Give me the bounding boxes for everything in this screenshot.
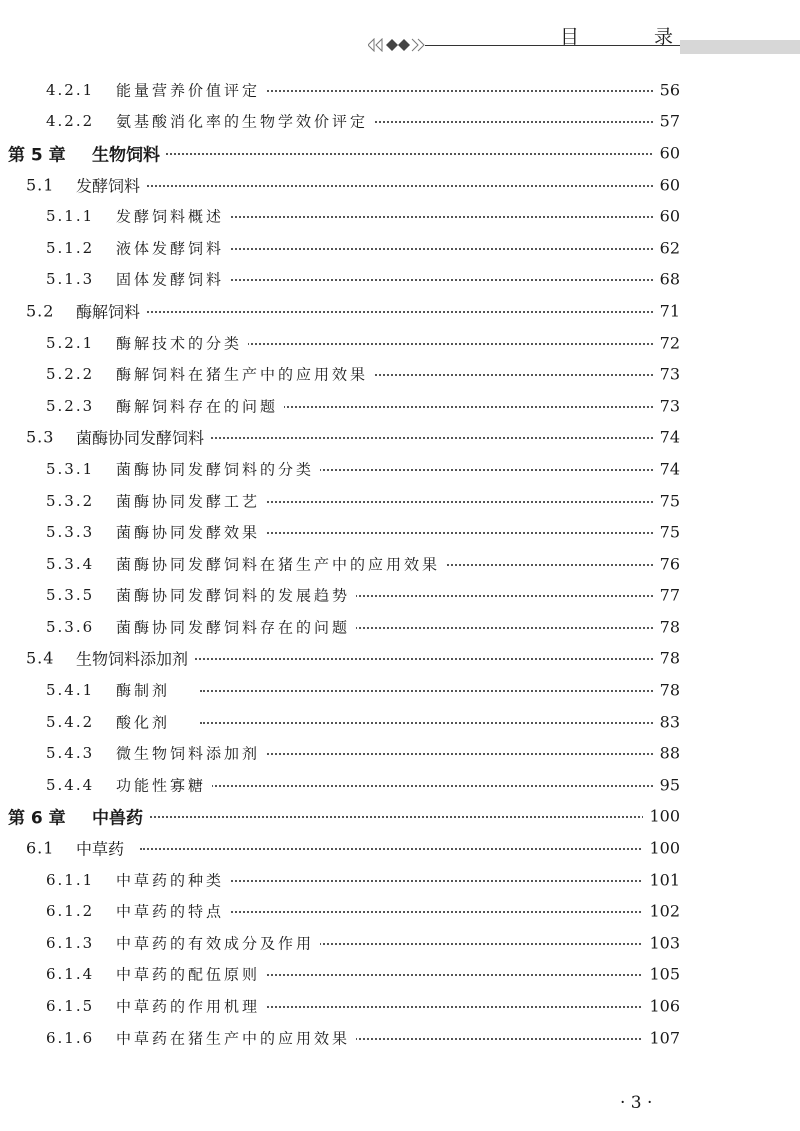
toc-entry-title: 菌酶协同发酵工艺: [116, 490, 266, 511]
page-title: 目 录: [560, 26, 702, 48]
dot-leader: [200, 216, 672, 218]
toc-entry[interactable]: [0, 580, 800, 612]
toc-entry-title: 中草药在猪生产中的应用效果: [116, 1027, 356, 1048]
toc-entry-number: 6.1.4: [46, 965, 95, 984]
toc-entry[interactable]: [0, 74, 800, 106]
toc-entry-page: 75: [654, 491, 680, 510]
toc-entry-title: 酶解饲料在猪生产中的应用效果: [116, 364, 374, 385]
toc-entry-number: 4.2.2: [46, 112, 95, 131]
toc-entry-page: 60: [654, 143, 680, 162]
toc-entry[interactable]: [0, 232, 800, 264]
toc-entry-title: 中草药: [76, 837, 130, 860]
toc-entry-number: 6.1.3: [46, 933, 95, 952]
toc-entry-number: 4.2.1: [46, 80, 95, 99]
toc-entry[interactable]: [0, 137, 800, 169]
toc-entry-number: 5.2.3: [46, 396, 95, 415]
toc-entry-page: 78: [654, 617, 680, 636]
toc-entry-title: 固体发酵饲料: [116, 269, 230, 290]
toc-entry-title: 中草药的作用机理: [116, 996, 266, 1017]
toc-entry[interactable]: [0, 737, 800, 769]
dot-leader: [140, 311, 672, 313]
toc-entry[interactable]: [0, 422, 800, 454]
toc-entry-title: 中草药的特点: [116, 901, 230, 922]
dot-leader: [200, 1006, 672, 1008]
toc-entry[interactable]: [0, 959, 800, 991]
toc-entry-title: 酸化剂: [116, 711, 176, 732]
toc-entry-page: 106: [643, 997, 680, 1016]
toc-entry-page: 101: [643, 870, 680, 889]
toc-entry-title: 菌酶协同发酵饲料在猪生产中的应用效果: [116, 553, 446, 574]
toc-entry-number: 6.1.6: [46, 1028, 95, 1047]
toc-entry-page: 73: [654, 365, 680, 384]
toc-entry-number: 6.1.5: [46, 997, 95, 1016]
toc-entry-title: 中草药的配伍原则: [116, 964, 266, 985]
toc-entry-title: 发酵饲料概述: [116, 206, 230, 227]
toc-entry-page: 103: [643, 933, 680, 952]
toc-entry[interactable]: [0, 106, 800, 138]
toc-entry-page: 83: [654, 712, 680, 731]
toc-entry[interactable]: [0, 548, 800, 580]
toc-entry-number: 5.3: [26, 427, 55, 447]
toc-entry-page: 107: [643, 1028, 680, 1047]
dot-leader: [200, 532, 672, 534]
toc-entry-title: 菌酶协同发酵饲料的发展趋势: [116, 585, 356, 606]
toc-entry-number: 第 5 章: [8, 145, 66, 166]
toc-entry-page: 100: [643, 839, 680, 858]
toc-entry-number: 5.1: [26, 175, 55, 195]
toc-entry-number: 第 6 章: [8, 808, 66, 829]
toc-entry[interactable]: [0, 485, 800, 517]
dot-leader: [200, 911, 672, 913]
dot-leader: [200, 753, 672, 755]
toc-entry[interactable]: [0, 200, 800, 232]
toc-entry-page: 78: [654, 649, 680, 668]
toc-entry-title: 功能性寡糖: [116, 774, 212, 795]
toc-entry[interactable]: [0, 611, 800, 643]
toc-entry-number: 5.4: [26, 648, 55, 668]
toc-entry-page: 72: [654, 333, 680, 352]
toc-entry-number: 5.1.1: [46, 207, 95, 226]
dot-leader: [200, 279, 672, 281]
toc-entry-number: 5.3.2: [46, 491, 95, 510]
toc-entry-page: 105: [643, 965, 680, 984]
toc-entry-page: 75: [654, 523, 680, 542]
table-of-contents: [0, 74, 800, 1053]
toc-entry-number: 6.1.1: [46, 870, 95, 889]
toc-entry-page: 88: [654, 744, 680, 763]
running-header: [0, 0, 800, 70]
dot-leader: [200, 722, 672, 724]
toc-entry-title: 酶解饲料: [76, 299, 146, 322]
dot-leader: [150, 153, 672, 155]
toc-entry-title: 生物饲料: [92, 140, 166, 165]
toc-entry-page: 100: [643, 807, 680, 826]
toc-entry[interactable]: [0, 390, 800, 422]
dot-leader: [200, 690, 672, 692]
dot-leader: [140, 185, 672, 187]
dot-leader: [200, 343, 672, 345]
dot-leader: [200, 785, 672, 787]
dot-leader: [140, 848, 672, 850]
toc-entry[interactable]: [0, 453, 800, 485]
toc-entry-number: 5.4.2: [46, 712, 95, 731]
toc-entry[interactable]: [0, 327, 800, 359]
dot-leader: [150, 816, 672, 818]
toc-entry-page: 78: [654, 681, 680, 700]
toc-entry-number: 5.1.2: [46, 238, 95, 257]
toc-entry-title: 生物饲料添加剂: [76, 647, 194, 670]
toc-entry-number: 5.3.3: [46, 523, 95, 542]
toc-entry-number: 5.3.1: [46, 459, 95, 478]
toc-entry-page: 74: [654, 459, 680, 478]
toc-entry-page: 102: [643, 902, 680, 921]
toc-entry[interactable]: [0, 516, 800, 548]
toc-entry-title: 菌酶协同发酵饲料的分类: [116, 458, 320, 479]
toc-entry-title: 中兽药: [92, 804, 149, 829]
toc-entry-page: 56: [654, 80, 680, 99]
toc-entry-title: 中草药的种类: [116, 869, 230, 890]
toc-entry-number: 5.4.4: [46, 775, 95, 794]
toc-entry[interactable]: [0, 1022, 800, 1054]
toc-entry[interactable]: [0, 264, 800, 296]
toc-entry[interactable]: [0, 990, 800, 1022]
toc-entry[interactable]: [0, 169, 800, 201]
toc-entry[interactable]: [0, 927, 800, 959]
toc-entry-title: 发酵饲料: [76, 173, 146, 196]
toc-entry-title: 微生物饲料添加剂: [116, 743, 266, 764]
toc-entry-page: 57: [654, 112, 680, 131]
dot-leader: [140, 658, 672, 660]
toc-entry[interactable]: [0, 358, 800, 390]
toc-entry-page: 62: [654, 238, 680, 257]
toc-entry-title: 酶解饲料存在的问题: [116, 395, 284, 416]
toc-entry-number: 5.3.5: [46, 586, 95, 605]
diamond-ornament-icon: [368, 38, 428, 52]
toc-entry-title: 氨基酸消化率的生物学效价评定: [116, 111, 374, 132]
dot-leader: [200, 880, 672, 882]
toc-entry-number: 5.1.3: [46, 270, 95, 289]
toc-entry-title: 菌酶协同发酵饲料存在的问题: [116, 616, 356, 637]
toc-entry[interactable]: [0, 643, 800, 675]
toc-entry-number: 5.2: [26, 301, 55, 321]
toc-entry-number: 6.1.2: [46, 902, 95, 921]
toc-entry-page: 73: [654, 396, 680, 415]
toc-entry-number: 5.2.1: [46, 333, 95, 352]
toc-entry-page: 60: [654, 175, 680, 194]
toc-entry-number: 5.2.2: [46, 365, 95, 384]
toc-entry-title: 菌酶协同发酵饲料: [76, 426, 210, 449]
toc-entry-page: 76: [654, 554, 680, 573]
page-number: · 3 ·: [620, 1093, 653, 1113]
toc-entry[interactable]: [0, 895, 800, 927]
toc-entry-title: 能量营养价值评定: [116, 79, 266, 100]
toc-entry-title: 菌酶协同发酵效果: [116, 522, 266, 543]
toc-entry[interactable]: [0, 801, 800, 833]
toc-entry-number: 5.3.6: [46, 617, 95, 636]
toc-entry-page: 71: [654, 301, 680, 320]
toc-entry[interactable]: [0, 706, 800, 738]
toc-entry-number: 5.3.4: [46, 554, 95, 573]
toc-entry-page: 74: [654, 428, 680, 447]
dot-leader: [140, 437, 672, 439]
toc-entry-number: 5.4.1: [46, 681, 95, 700]
toc-entry[interactable]: [0, 864, 800, 896]
toc-entry[interactable]: [0, 769, 800, 801]
dot-leader: [200, 248, 672, 250]
toc-entry-page: 95: [654, 775, 680, 794]
toc-entry-number: 6.1: [26, 838, 55, 858]
toc-entry[interactable]: [0, 674, 800, 706]
toc-entry-page: 60: [654, 207, 680, 226]
toc-entry[interactable]: [0, 832, 800, 864]
dot-leader: [200, 90, 672, 92]
toc-entry-title: 液体发酵饲料: [116, 237, 230, 258]
dot-leader: [200, 974, 672, 976]
toc-entry-title: 酶制剂: [116, 680, 176, 701]
toc-entry-title: 中草药的有效成分及作用: [116, 932, 320, 953]
toc-entry-number: 5.4.3: [46, 744, 95, 763]
toc-entry[interactable]: [0, 295, 800, 327]
dot-leader: [200, 501, 672, 503]
toc-entry-title: 酶解技术的分类: [116, 332, 248, 353]
toc-entry-page: 68: [654, 270, 680, 289]
toc-entry-page: 77: [654, 586, 680, 605]
